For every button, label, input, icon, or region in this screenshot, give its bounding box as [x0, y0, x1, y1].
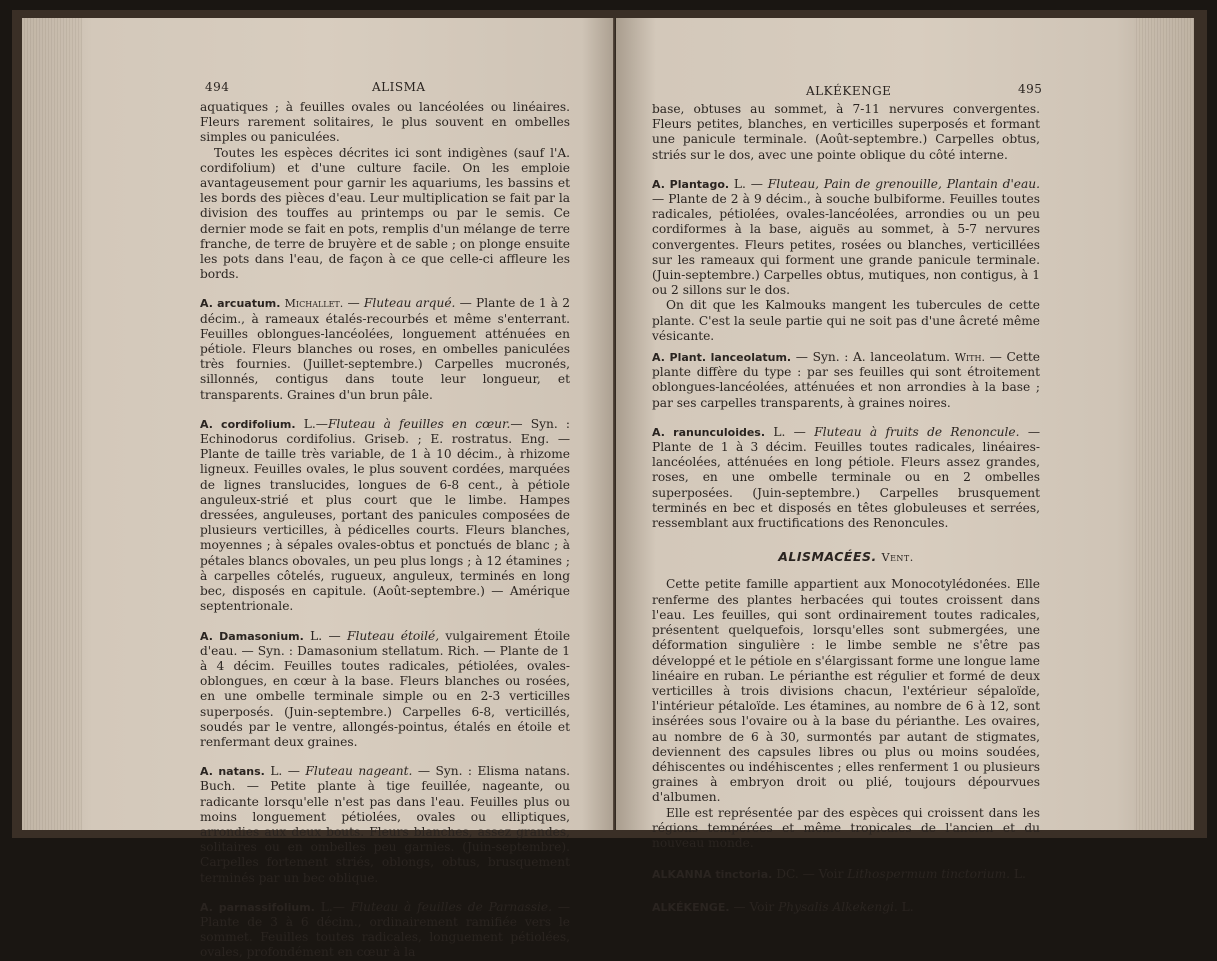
common-name: Fluteau à feuilles en cœur.: [327, 416, 511, 431]
entry-lanceolatum: [652, 350, 1040, 411]
headword: A. Damasonium.: [200, 629, 304, 643]
entry-ranunculoides: A. ranunculoides. L. — Fluteau à fruits de Renoncule. — Plante de 1 à 3 décim. Feuilles toutes radicales, linéaires-lancéolées, atténuées en long pétiole. Fleurs assez grandes, roses, en une ombelle terminale ou en 2 ombelles superposées. (Juin-septembre.) Carpelles brusquement terminés en bec et disposés en têtes globuleuses et serrées, ressemblant aux fructifications des Renoncules.: [652, 424, 1041, 531]
section-heading: [652, 549, 1040, 565]
author: L.: [733, 176, 746, 191]
author: With.: [954, 351, 985, 365]
entry-parnassifolium: A. parnassifolium. L.— Fluteau à feuilles de Parnassie. — Plante de 3 à 6 décim., ordinairement ramifiée vers le sommet. Feuilles toutes radicales, longuement pétiolées, ovales, profondément en cœur à la: [200, 899, 571, 960]
right-page: [616, 18, 1194, 915]
common-name: Fluteau nageant.: [305, 764, 413, 779]
headword: A. cordifolium.: [200, 417, 296, 431]
author: L.: [320, 899, 333, 914]
text-column: [200, 100, 570, 961]
headword: A. parnassifolium.: [200, 900, 315, 914]
page-number: 494: [205, 80, 230, 94]
synonyms: — Syn. : A. lanceolatum.: [795, 350, 951, 365]
headword: A. Plant. lanceolatum.: [652, 351, 792, 365]
book-spread: [12, 10, 1207, 960]
entry-arcuatum: A. arcuatum. Michallet. — Fluteau arqué. — Plante de 1 à 2 décim., à rameaux étalés-recourbés et même s'enterrant. Feuilles oblongues-lancéolées, longuement atténuées en pétiole. Fleurs blanches ou roses, en ombelles paniculées très fournies. (Juillet-septembre.) Carpelles mucronés, sillonnés, contigus dans toute leur longueur, et transparents. Graines d'un brun pâle.: [200, 296, 571, 402]
entry-natans: A. natans. L. — Fluteau nageant. — Syn. : Elisma natans. Buch. — Petite plante à tige feuillée, nageante, ou radicante lorsqu'elle n'est pas dans l'eau. Feuilles plus ou moins longuement pétiolées, ovales ou elliptiques, arrondies aux deux bouts. Fleurs blanches, assez grandes, solitaires ou en ombelles peu garnies. (Juin-septembre). Carpelles fortement striés, oblongs, obtus, brusquement terminés par un bec oblique.: [200, 764, 571, 885]
cross-ref-alkekenge: [652, 900, 1040, 915]
paragraph: Elle est représentée par des espèces qui croissent dans les régions tempérées et même tropicales de l'ancien et du nouveau monde.: [652, 805, 1040, 850]
author: L.: [310, 628, 323, 643]
section-title: ALISMACÉES.: [778, 549, 877, 565]
author: Michallet.: [284, 297, 344, 311]
entry-text: — Cette plante diffère du type : par ses feuilles qui sont étroitement oblongues-lancéolées, atténuées et non arrondies à la base ; par ses carpelles transparents, à graines noires.: [652, 350, 1041, 410]
page-edges: [1134, 18, 1194, 830]
common-name: Fluteau à feuilles de Parnassie.: [350, 899, 552, 914]
entry-damasonium: A. Damasonium. L. — Fluteau étoilé, vulgairement Étoile d'eau. — Syn. : Damasonium stellatum. Rich. — Plante de 1 à 4 décim. Feuilles toutes radicales, pétiolées, ovales-oblongues, en cœur à la base. Fleurs blanches ou rosées, en une ombelle terminale simple ou en 2-3 verticilles superposés. (Juin-septembre.) Carpelles 6-8, verticillés, soudés par le ventre, allongés-pointus, étalés en étoile et renfermant deux graines.: [200, 628, 571, 749]
headword: A. natans.: [200, 765, 265, 779]
entry-text: — Plante de 1 à 2 décim., à rameaux étalés-recourbés et même s'enterrant. Feuilles oblongues-lancéolées, longuement atténuées en pétiole. Fleurs blanches ou roses, en ombelles paniculées très fournies. (Juillet-septembre.) Carpelles mucronés, sillonnés, contigus dans toute leur longueur, et transparents. Graines d'un brun pâle.: [200, 296, 571, 402]
paragraph: base, obtuses au sommet, à 7-11 nervures convergentes. Fleurs petites, blanches, en verticilles superposés et formant une panicule terminale. (Août-septembre.) Carpelles obtus, striés sur le dos, avec une pointe oblique du côté interne.: [652, 102, 1040, 162]
synonyms: Syn. : Echinodorus cordifolius. Griseb. ; E. rostratus. Eng.: [200, 416, 571, 447]
entry-text: — Plante de taille très variable, de 1 à 10 décim., à rhizome ligneux. Feuilles ovales, le plus souvent cordées, marquées de lignes translucides, longues de 6-8 cent., à pétiole anguleux-strié et plus court que le limbe. Hampes dressées, anguleuses, portant des panicules composées de plusieurs verticilles, à pédicelles courts. Fleurs blanches, moyennes ; à sépales ovales-obtus et ponctués de blanc ; à pétales blancs obovales, un peu plus longs ; à 12 étamines ; à carpelles côtelés, rugueux, anguleux, terminés en long bec, disposés en capitule. (Août-septembre.) — Amérique septentrionale.: [200, 432, 570, 614]
ref-target: Lithospermum tinctorium.: [847, 867, 1010, 882]
entry-text: — Plante de 2 à 9 décim., à souche bulbiforme. Feuilles toutes radicales, pétiolées, ovales-lancéolées, arrondies ou un peu cordiformes à la base, aiguës au sommet, à 5-7 nervures convergentes. Fleurs petites, rosées ou blanches, verticillées sur les rameaux qui forment une grande panicule terminale. (Juin-septembre.) Carpelles obtus, mutiques, non contigus, à 1 ou 2 sillons sur le dos.: [652, 192, 1040, 298]
paragraph: Toutes les espèces décrites ici sont indigènes (sauf l'A. cordifolium) et d'une culture facile. On les emploie avantageusement pour garnir les aquariums, les bassins et les bords des pièces d'eau. Leur multiplication se fait par la division des touffes au printemps ou par le semis. Ce dernier mode se fait en pots, remplis d'un mélange de terre franche, de terre de bruyère et de sable ; on plonge ensuite les pots dans l'eau, de façon à ce que celle-ci affleure les bords.: [200, 145, 570, 282]
common-name: Fluteau arqué.: [363, 296, 456, 311]
ref-text: — Voir: [733, 900, 779, 915]
author: L.: [303, 416, 316, 431]
common-name: Fluteau, Pain de grenouille, Plantain d'eau.: [767, 176, 1041, 191]
headword: A. ranunculoides.: [652, 425, 766, 439]
left-page: [22, 18, 616, 960]
ref-target: Physalis Alkekengi.: [778, 900, 898, 915]
cross-ref-alkanna: [652, 867, 1040, 882]
entry-cordifolium: A. cordifolium. L.—Fluteau à feuilles en cœur.— Syn. : Echinodorus cordifolius. Griseb. ; E. rostratus. Eng. — Plante de taille très variable, de 1 à 10 décim., à rhizome ligneux. Feuilles ovales, le plus souvent cordées, marquées de lignes translucides, longues de 6-8 cent., à pétiole anguleux-strié et plus court que le limbe. Hampes dressées, anguleuses, portant des panicules composées de plusieurs verticilles, à pédicelles courts. Fleurs blanches, moyennes ; à sépales ovales-obtus et ponctués de blanc ; à pétales blancs obovales, un peu plus longs ; à 12 étamines ; à carpelles côtelés, rugueux, anguleux, terminés en long bec, disposés en capitule. (Août-septembre.) — Amérique septentrionale.: [200, 416, 571, 614]
ref-tail: L.: [1010, 867, 1026, 882]
entry-plantago: A. Plantago. L. — Fluteau, Pain de grenouille, Plantain d'eau. — Plante de 2 à 9 décim., à souche bulbiforme. Feuilles toutes radicales, pétiolées, ovales-lancéolées, arrondies ou un peu cordiformes à la base, aiguës au sommet, à 5-7 nervures convergentes. Fleurs petites, rosées ou blanches, verticillées sur les rameaux qui forment une grande panicule terminale. (Juin-septembre.) Carpelles obtus, mutiques, non contigus, à 1 ou 2 sillons sur le dos.: [652, 176, 1041, 298]
section-author: Vent.: [881, 551, 914, 565]
entry-text: — Syn. : Elisma natans. Buch. — Petite plante à tige feuillée, nageante, ou radicante lorsqu'elle n'est pas dans l'eau. Feuilles plus ou moins longuement pétiolées, ovales ou elliptiques, arrondies aux deux bouts. Fleurs blanches, assez grandes, solitaires ou en ombelles peu garnies. (Juin-septembre). Carpelles fortement striés, oblongs, obtus, brusquement terminés par un bec oblique.: [200, 764, 571, 885]
author: L.: [773, 424, 786, 439]
headword: ALKANNA tinctoria.: [652, 868, 773, 882]
headword: A. Plantago.: [652, 177, 730, 191]
common-name: Fluteau étoilé,: [346, 628, 440, 643]
page-edges: [22, 18, 82, 830]
paragraph: Cette petite famille appartient aux Monocotylédonées. Elle renferme des plantes herbacées qui toutes croissent dans l'eau. Les feuilles, qui sont ordinairement toutes radicales, présentent quelquefois, lorsqu'elles sont submergées, une déformation singulière : le limbe semble ne s'être pas développé et le pétiole en s'élargissant forme une longue lame linéaire en ruban. Le périanthe est régulier et formé de deux verticilles à trois divisions chacun, l'extérieur sépaloïde, l'intérieur pétaloïde. Les étamines, au nombre de 6 à 12, sont insérées sous l'ovaire ou à la base du périanthe. Les ovaires, au nombre de 6 à 30, surmontés par autant de stigmates, deviennent des capsules libres ou plus ou moins soudées, déhiscentes ou indéhiscentes ; elles renferment 1 ou plusieurs graines à embryon droit ou plié, toujours dépourvues d'albumen.: [652, 577, 1040, 805]
headword: ALKÉKENGE.: [652, 901, 730, 915]
paragraph: On dit que les Kalmouks mangent les tubercules de cette plante. C'est la seule partie qui ne soit pas d'une âcreté même vésicante.: [652, 298, 1040, 343]
entry-text: — Plante de 3 à 6 décim., ordinairement ramifiée vers le sommet. Feuilles toutes radicales, longuement pétiolées, ovales, profondément en cœur à la: [200, 899, 571, 960]
running-head: ALISMA: [372, 80, 426, 94]
paragraph: aquatiques ; à feuilles ovales ou lancéolées ou linéaires. Fleurs rarement solitaires, le plus souvent en ombelles simples ou paniculées.: [200, 100, 570, 145]
entry-text: vulgairement Étoile d'eau. — Syn. : Damasonium stellatum. Rich. — Plante de 1 à 4 décim. Feuilles toutes radicales, pétiolées, ovales-oblongues, en cœur à la base. Fleurs blanches ou rosées, en une ombelle terminale simple ou en 2-3 verticilles superposés. (Juin-septembre.) Carpelles 6-8, verticillés, soudés par le ventre, allongés-pointus, étalés en étoile et renfermant deux graines.: [200, 628, 571, 749]
ref-tail: L.: [897, 900, 914, 915]
author: L.: [270, 764, 283, 779]
headword: A. arcuatum.: [200, 297, 281, 311]
page-number: 495: [1018, 82, 1043, 96]
entry-text: — Plante de 1 à 3 décim. Feuilles toutes radicales, linéaires-lancéolées, atténuées en long pétiole. Fleurs assez grandes, roses, en une ombelle terminale ou en 2 ombelles superposées. (Juin-septembre.) Carpelles brusquement terminés en bec et disposés en têtes globuleuses et serrées, ressemblant aux fructifications des Renoncules.: [652, 424, 1041, 531]
ref-text: DC. — Voir: [776, 867, 848, 882]
common-name: Fluteau à fruits de Renoncule.: [814, 424, 1020, 439]
text-column: [652, 102, 1040, 916]
running-head: ALKÉKENGE: [806, 84, 892, 98]
